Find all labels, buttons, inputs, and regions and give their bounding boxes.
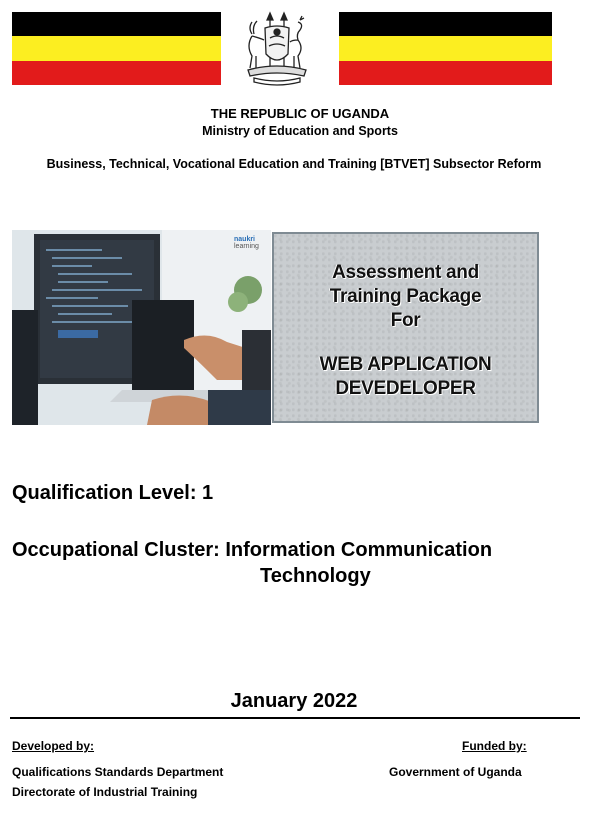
developed-by-line-1: Qualifications Standards Department	[12, 765, 224, 779]
title-line-3: For	[390, 310, 421, 331]
funded-by-label: Funded by:	[462, 739, 527, 753]
cluster-line-1: Occupational Cluster: Information Communication	[12, 539, 493, 561]
ministry-heading: Ministry of Education and Sports	[202, 124, 398, 138]
cluster-line-2: Technology	[260, 565, 371, 587]
uganda-coat-of-arms-icon	[240, 10, 314, 86]
qualification-level: Qualification Level: 1	[12, 482, 214, 504]
title-line-4: WEB APPLICATION	[319, 354, 492, 375]
divider	[10, 717, 580, 719]
flag-left	[12, 12, 221, 85]
developed-by-line-2: Directorate of Industrial Training	[12, 785, 198, 799]
funded-by-line-1: Government of Uganda	[389, 765, 522, 779]
title-line-5: DEVEDELOPER	[335, 378, 476, 399]
cover-photo	[12, 230, 271, 425]
naukri-logo: naukri learning	[234, 236, 259, 250]
developed-by-label: Developed by:	[12, 739, 95, 753]
title-line-1: Assessment and	[332, 262, 479, 283]
subsector-heading: Business, Technical, Vocational Education and Training [BTVET] Subsector Reform	[46, 157, 542, 171]
flag-right	[339, 12, 552, 85]
republic-heading: THE REPUBLIC OF UGANDA	[210, 106, 390, 121]
publication-date: January 2022	[230, 690, 358, 712]
title-line-2: Training Package	[329, 286, 482, 307]
title-box	[272, 232, 539, 423]
